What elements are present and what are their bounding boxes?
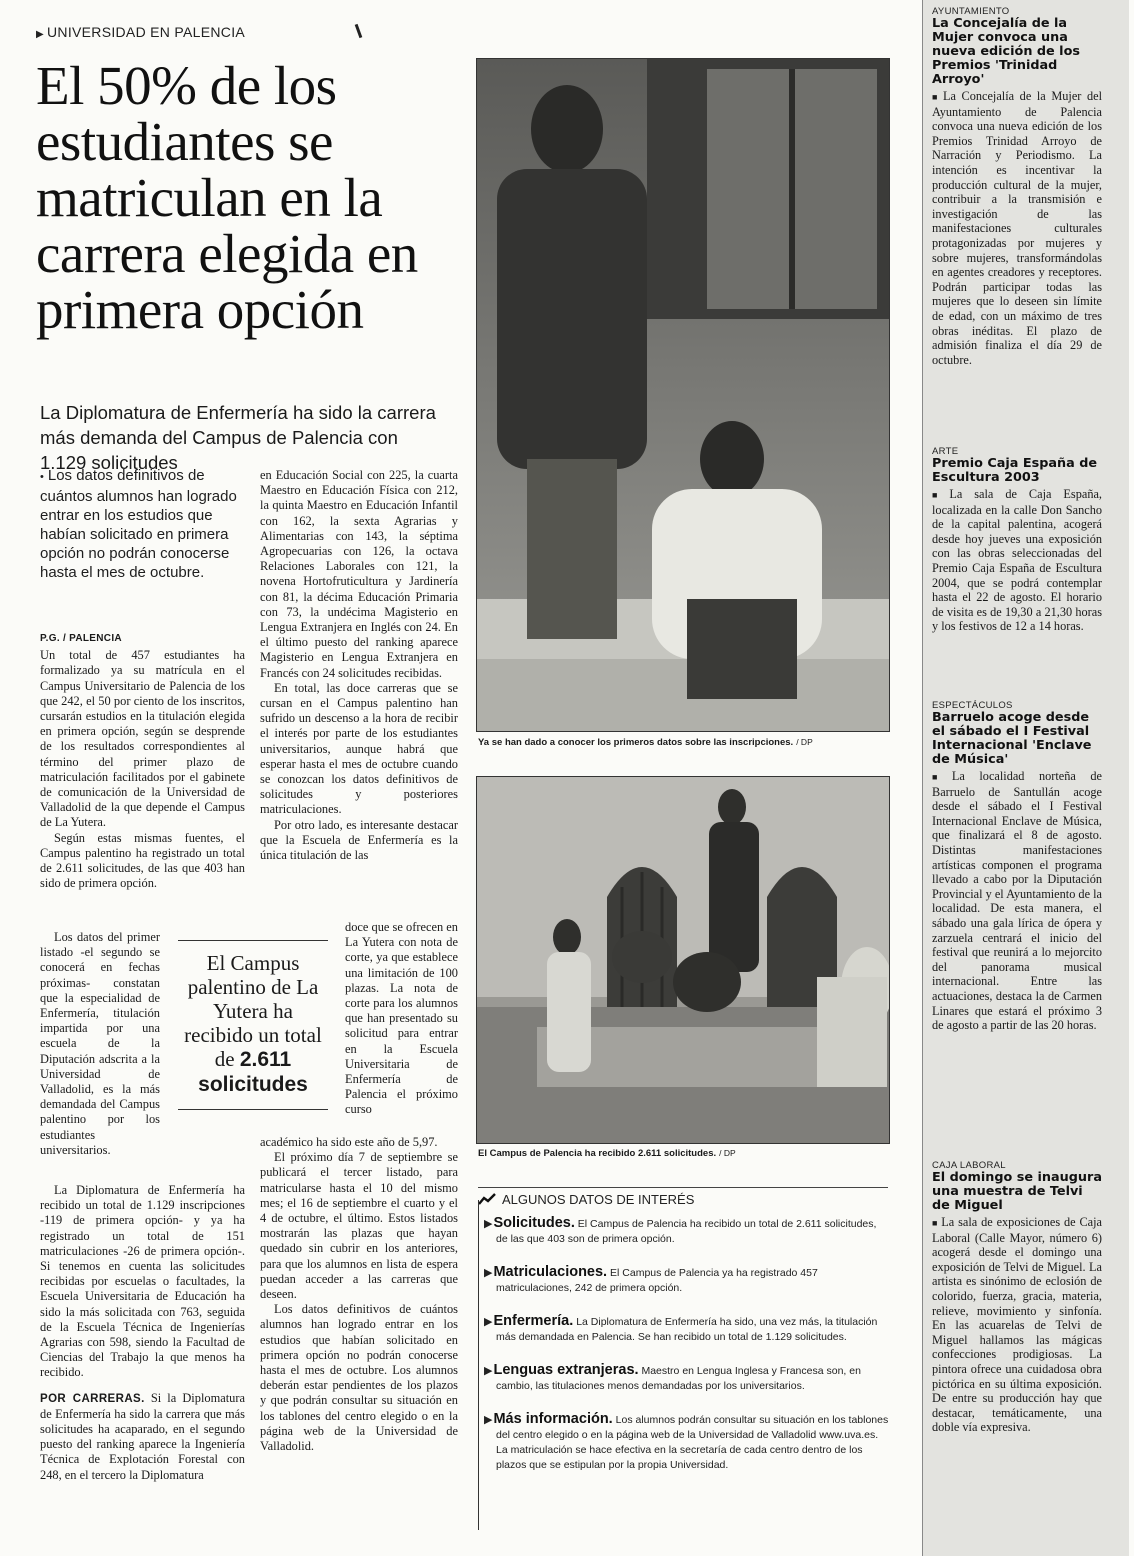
article-column-2 — [260, 468, 458, 863]
arrow-bullet-icon: ▶ — [484, 1316, 493, 1328]
dato-text: Maestro en Lengua Inglesa y Francesa son, en cambio, las titulaciones menos demandadas por los universitarios. — [496, 1365, 861, 1392]
section-tag — [36, 24, 245, 40]
body-paragraph-4: La Diplomatura de Enfermería ha recibido un total de 1.129 inscripciones -119 de primera opción- y ya ha registrado un total de 151 matriculaciones -26 de primera opción-. Si tenemos en cuenta las solicitudes recibidas por escuelas o facultades, la Escuela Universitaria de Educación ha sido la más solicitada con 763, seguida de la Escuela Técnica de Ingenierías Agrarias con 598, siendo la Facultad de Ciencias del Trabajo la que menos ha recibido. — [40, 1183, 245, 1380]
brief-arte — [932, 446, 1102, 634]
brief-title: La Concejalía de la Mujer convoca una nueva edición de los Premios 'Trinidad Arroyo' — [932, 16, 1080, 87]
brief-text — [932, 89, 1102, 367]
photo-credit-1: / DP — [796, 737, 813, 747]
triangle-bullet-icon: ▶ — [36, 29, 44, 40]
trend-line-icon — [478, 1192, 496, 1206]
brief-tag: ARTE — [932, 446, 959, 457]
brief-caja-laboral — [932, 1160, 1102, 1435]
dato-text: El Campus de Palencia ya ha registrado 457 matriculaciones, 242 de primera opción. — [496, 1267, 818, 1294]
arrow-bullet-icon: ▶ — [484, 1414, 493, 1426]
photo-credit-2: / DP — [719, 1148, 736, 1158]
pull-quote-text: El Campus palentino de La Yutera ha recibido un total de — [184, 951, 322, 1071]
brief-ayuntamiento — [932, 6, 1102, 367]
photo-students-building-image — [477, 59, 889, 731]
dato-key: Matriculaciones. — [493, 1264, 608, 1280]
body-paragraph-2: Según estas mismas fuentes, el Campus palentino ha registrado un total de 2.611 solicitudes, de las que 403 han sido de primera opción. — [40, 830, 245, 891]
article-column-1 — [40, 630, 245, 930]
lead-bullet-icon: • — [40, 471, 44, 483]
print-speck — [355, 24, 363, 38]
brief-espectaculos — [932, 700, 1102, 1033]
dato-item — [484, 1411, 890, 1473]
square-bullet-icon: ■ — [932, 92, 940, 102]
square-bullet-icon: ■ — [932, 490, 947, 500]
body-paragraph-3: Los datos del primer listado -el segundo se conocerá en fechas próximas- constatan que la especialidad de Enfermería, titulación impartida por una escuela de la Diputación adscrita a la Universidad de Valladolid, es la más demandada del Campus palentino por los estudiantes universitarios. — [40, 930, 160, 1157]
square-bullet-icon: ■ — [932, 772, 949, 782]
brief-tag: AYUNTAMIENTO — [932, 6, 1010, 17]
pull-quote — [178, 940, 328, 1110]
headline: El 50% de los estudiantes se matriculan en la carrera elegida en primera opción — [36, 55, 418, 340]
lead-text: Los datos definitivos de cuántos alumnos han logrado entrar en los estudios que habían solicitado en primera opción no podrán conocerse hasta el mes de octubre. — [40, 467, 237, 581]
body-paragraph-8c: académico ha sido este año de 5,97. — [260, 1135, 438, 1149]
arrow-bullet-icon: ▶ — [484, 1365, 493, 1377]
brief-title: El domingo se inaugura una muestra de Telvi de Miguel — [932, 1170, 1102, 1213]
arrow-bullet-icon: ▶ — [484, 1267, 493, 1279]
brief-body: La localidad norteña de Barruelo de Santullán acoge desde el sábado el I Festival Internacional Enclave de Música, que finalizará el 8 de agosto. Distintas manifestaciones artísticas componen el programa llevado a cabo por la Diputación Provincial y el Ayuntamiento de la localidad. De esta manera, el sábado una gala lírica de ópera y zarzuela centrará el inicio del festival que reunirá a lo mejorcito del panorama musical internacional. Entre las actuaciones, destaca la de Carmen Linares que estará el próximo 3 de agosto a partir de las 20 horas. — [932, 769, 1102, 1033]
dato-item — [484, 1215, 890, 1247]
dato-key: Solicitudes. — [493, 1215, 575, 1231]
datos-list — [484, 1215, 890, 1491]
body-paragraph-1: Un total de 457 estudiantes ha formalizado ya su matrícula en el Campus Universitario de Palencia de los que 242, el 50 por ciento de los inscritos, cursarán estudios en la titulación elegida en primera opción, según se desprende de los resultados correspondientes al término del primer plazo de matriculación facilitados por el gabinete de comunicación de la Universidad de Valladolid de la que depende el Campus de La Yutera. — [40, 648, 245, 830]
article-column-2-narrow — [345, 920, 458, 1118]
brief-body: La sala de Caja España, localizada en la calle Don Sancho de la capital palentina, acogerá desde hoy jueves una exposición con las obras seleccionadas del Premio Caja España de Escultura 2004, que se podrá contemplar hasta el 22 de agosto. El horario de visita es de 19,30 a 21,30 horas y los festivos de 12 a 14 horas. — [932, 487, 1102, 634]
article-column-1-narrow — [40, 930, 160, 1158]
photo-students-courtyard-image — [477, 777, 889, 1143]
body-paragraph-9: El próximo día 7 de septiembre se publicará el tercer listado, para matricularse hasta el 10 del mismo mes; el 16 de septiembre el cuarto y el 4 de octubre, el último. Estos listados mostrarán las plazas que hayan quedado sin cubrir en los anteriores, para que los alumnos en lista de espera puedan acceder a las carreras que deseen. — [260, 1150, 458, 1302]
photo-caption-2-text: El Campus de Palencia ha recibido 2.611 solicitudes. — [478, 1148, 717, 1159]
square-bullet-icon: ■ — [932, 1218, 939, 1228]
dato-key: Más información. — [493, 1411, 613, 1427]
datos-divider — [478, 1200, 479, 1530]
photo-caption-1 — [478, 737, 813, 748]
article-column-1-bottom — [40, 1183, 245, 1483]
datos-header — [478, 1187, 888, 1207]
brief-text — [932, 1215, 1102, 1435]
dato-text: El Campus de Palencia ha recibido un total de 2.611 solicitudes, de las que 403 son de primera opción. — [496, 1218, 877, 1245]
brief-tag: ESPECTÁCULOS — [932, 700, 1013, 711]
arrow-bullet-icon: ▶ — [484, 1218, 493, 1230]
dato-item — [484, 1313, 890, 1345]
brief-title: Premio Caja España de Escultura 2003 — [932, 456, 1098, 485]
body-paragraph-7: En total, las doce carreras que se cursan en el Campus palentino han sufrido un descenso a la hora de recibir el interés por parte de los estudiantes universitarios, aunque habrá que esperar hasta el mes de octubre cuando se conozcan los datos definitivos de solicitudes y posteriores matriculaciones. — [260, 680, 458, 817]
dato-item — [484, 1362, 890, 1394]
body-paragraph-8b: doce que se ofrecen en La Yutera con nota de corte, ya que establece una limitación de 100 plazas. La nota de corte para los alumnos que han presentado su solicitud para entrar en la Escuela Universitaria de Enfermería de Palencia el próximo curso — [345, 920, 458, 1117]
body-paragraph-8: Por otro lado, es interesante destacar que la Escuela de Enfermería es la única titulación de las — [260, 817, 458, 863]
brief-tag: CAJA LABORAL — [932, 1160, 1006, 1171]
subheadline: La Diplomatura de Enfermería ha sido la carrera más demanda del Campus de Palencia con 1.129 solicitudes — [40, 402, 436, 473]
dato-key: Enfermería. — [493, 1313, 574, 1329]
article-column-2-bottom — [260, 1135, 458, 1454]
body-paragraph-6: en Educación Social con 225, la cuarta Maestro en Educación Física con 212, la quinta Maestro en Educación Infantil con 162, la sexta Agrarias y Alimentarias con 143, la séptima Agropecuarias con 126, la octava Relaciones Laborales con 121, la novena Hortofruticultura y Jardinería con 81, la décima Educación Primaria con 73, la undécima Magisterio en Lengua Extranjera en Inglés con 24. En el último puesto del ranking aparece Magisterio en Lengua Extranjera en Francés con 24 solicitudes recibidas. — [260, 468, 458, 680]
section-tag-label: UNIVERSIDAD EN PALENCIA — [47, 24, 246, 40]
lead-paragraph — [40, 466, 240, 582]
photo-caption-2 — [478, 1148, 736, 1159]
brief-title: Barruelo acoge desde el sábado el I Festival Internacional 'Enclave de Música' — [932, 710, 1092, 767]
brief-body: La Concejalía de la Mujer del Ayuntamiento de Palencia convoca una nueva edición de los Premios Trinidad Arroyo de Narración y Periodismo. La intención es incentivar la producción cultural de la mujer, contribuir a la transmisión e investigación de las manifestaciones culturales protagonizadas por mujeres y sobre mujeres, transformándolas en agentes creadores y receptores. Podrán participar todas las mujeres que lo deseen sin límite de edad, con un máximo de tres obras inéditas. El plazo de admisión finaliza el día 29 de octubre. — [932, 89, 1102, 367]
dato-text: La Diplomatura de Enfermería ha sido, una vez más, la titulación más demandada en Palencia. Se han recibido un total de 1.129 solicitudes. — [496, 1316, 878, 1343]
brief-text — [932, 769, 1102, 1033]
photo-students-building — [476, 58, 890, 732]
dato-text: Los alumnos podrán consultar su situación en los tablones del centro elegido o en la página web de la Universidad de Valladolid www.uva.es. La matriculación se hace efectiva en la secretaría de cada centro dentro de los plazos que se estipulan por la propia Universidad. — [496, 1414, 889, 1471]
byline: P.G. / PALENCIA — [40, 633, 122, 644]
run-in-head: POR CARRERAS. — [40, 1392, 145, 1405]
body-paragraph-5: Si la Diplomatura de Enfermería ha sido la carrera que más solicitudes ha acaparado, en el segundo puesto del ranking aparece la Ingeniería Técnica de Explotación Forestal con 248, en el tercero la Diplomatura — [40, 1390, 245, 1482]
dato-key: Lenguas extranjeras. — [493, 1362, 639, 1378]
datos-header-label: ALGUNOS DATOS DE INTERÉS — [502, 1192, 695, 1207]
brief-body: La sala de exposiciones de Caja Laboral (Calle Mayor, número 6) acogerá desde el domingo una exposición de Telvi de Miguel. La artista es sinónimo de eclosión de colorido, fuerza, gracia, materia, relieve, movimiento y sinfonía. En las acuarelas de Telvi de Miguel hallamos las mágicas confecciones prodigiosas. La pintora ofrece una cuidadosa obra pictórica en su última exposición. De entre su producción hay que destacar, temáticamente, una doble vía expresiva. — [932, 1215, 1102, 1435]
brief-text — [932, 487, 1102, 634]
dato-item — [484, 1264, 890, 1296]
body-paragraph-10: Los datos definitivos de cuántos alumnos han logrado entrar en los estudios que habían solicitado en primera opción no podrán conocerse hasta el mes de octubre. Los alumnos deberán estar pendientes de los plazos y que podrán consultar su situación en los tablones del centro elegido o en la página web de la Universidad de Valladolid. — [260, 1302, 458, 1454]
photo-students-courtyard — [476, 776, 890, 1144]
pull-quote-bold: 2.611 solicitudes — [198, 1048, 308, 1096]
photo-caption-1-text: Ya se han dado a conocer los primeros datos sobre las inscripciones. — [478, 737, 794, 748]
